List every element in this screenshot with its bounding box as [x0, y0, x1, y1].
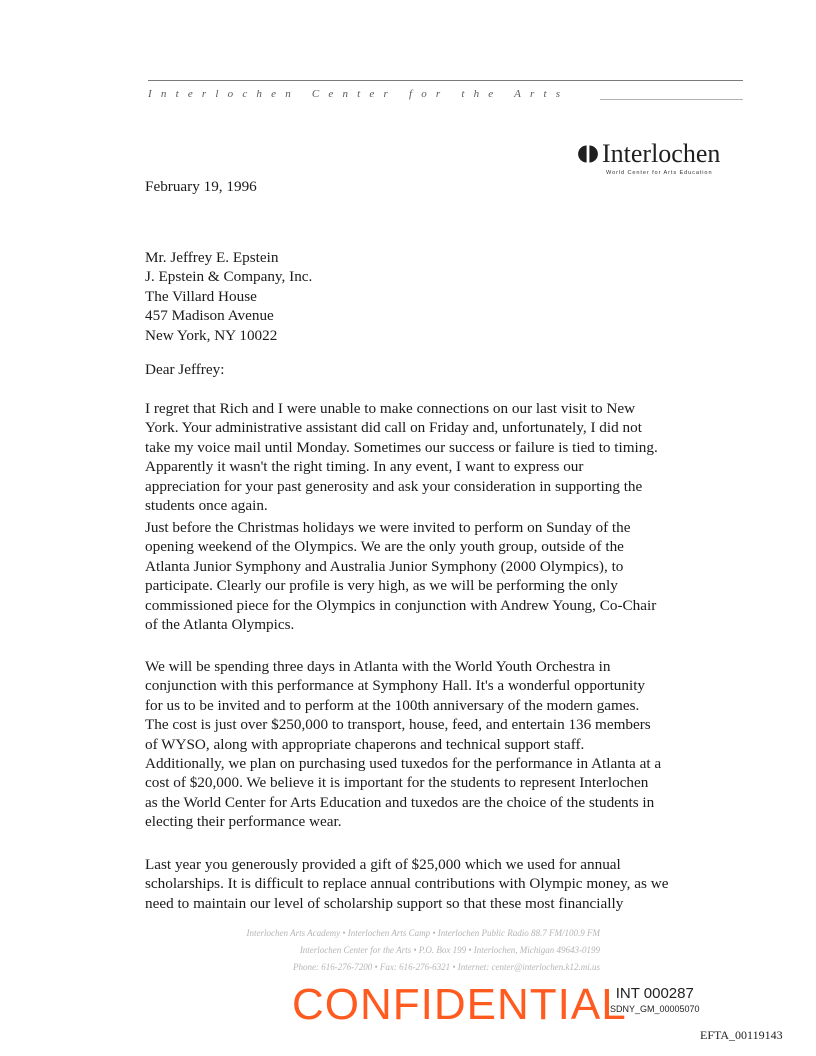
text-line: scholarships. It is difficult to replace annual contributions with Olympic money, as we	[145, 875, 669, 893]
text-line: We will be spending three days in Atlanta with the World Youth Orchestra in	[145, 658, 611, 675]
recipient-address	[145, 248, 312, 345]
text-line: as the World Center for Arts Education and tuxedos are the choice of the students in	[145, 793, 655, 811]
address-line: 457 Madison Avenue	[145, 307, 274, 325]
salutation: Dear Jeffrey:	[145, 361, 225, 378]
address-line: The Villard House	[145, 287, 257, 305]
bates-main: INT 000287	[615, 985, 694, 1002]
text-line: Apparently it wasn't the right timing. In any event, I want to express our	[145, 458, 584, 476]
text-line: appreciation for your past generosity and ask your consideration in supporting the	[145, 477, 643, 495]
header-rule-top	[148, 80, 743, 81]
paragraph-2	[145, 518, 765, 634]
footer-line: Interlochen Center for the Arts • P.O. Box 199 • Interlochen, Michigan 49643-0199	[299, 945, 600, 955]
text-line: opening weekend of the Olympics. We are the only youth group, outside of the	[145, 538, 624, 556]
address-line: J. Epstein & Company, Inc.	[145, 268, 313, 286]
header-text: Interlochen Center for the Arts	[148, 88, 570, 100]
text-line: for us to be invited and to perform at the 100th anniversary of the modern games.	[145, 696, 640, 714]
address-line: New York, NY 10022	[145, 326, 278, 344]
footer-line: Interlochen Arts Academy • Interlochen Arts Camp • Interlochen Public Radio 88.7 FM/100.9 FM	[246, 928, 600, 938]
text-line: of WYSO, along with appropriate chaperons and technical support staff.	[145, 735, 585, 753]
text-line: Atlanta Junior Symphony and Australia Junior Symphony (2000 Olympics), to	[145, 557, 624, 575]
confidential-stamp: CONFIDENTIAL	[292, 980, 627, 1029]
text-line: need to maintain our level of scholarship support so that these most financially	[145, 894, 624, 912]
bates-number	[610, 985, 700, 1014]
text-line: electing their performance wear.	[145, 813, 342, 831]
header-rule-bottom	[600, 99, 743, 100]
paragraph-3	[145, 657, 765, 832]
address-line: Mr. Jeffrey E. Epstein	[145, 249, 279, 266]
text-line: cost of $20,000. We believe it is important for the students to represent Interlochen	[145, 774, 649, 792]
text-line: I regret that Rich and I were unable to make connections on our last visit to New	[145, 400, 636, 417]
text-line: students once again.	[145, 497, 268, 515]
letterhead-footer	[160, 925, 600, 976]
logo-name: Interlochen	[602, 139, 721, 168]
paragraph-4	[145, 855, 765, 913]
text-line: York. Your administrative assistant did call on Friday and, unfortunately, I did not	[145, 419, 642, 437]
text-line: of the Atlanta Olympics.	[145, 616, 295, 634]
interlochen-mark-icon	[578, 144, 598, 164]
text-line: commissioned piece for the Olympics in conjunction with Andrew Young, Co-Chair	[145, 596, 657, 614]
text-line: Just before the Christmas holidays we were invited to perform on Sunday of the	[145, 519, 631, 536]
efta-number: EFTA_00119143	[700, 1028, 783, 1042]
text-line: take my voice mail until Monday. Sometimes our success or failure is tied to timing.	[145, 438, 658, 456]
interlochen-logo	[578, 140, 753, 176]
text-line: Last year you generously provided a gift of $25,000 which we used for annual	[145, 856, 621, 873]
text-line: participate. Clearly our profile is very high, as we will be performing the only	[145, 577, 618, 595]
text-line: The cost is just over $250,000 to transport, house, feed, and entertain 136 members	[145, 716, 651, 734]
letter-date: February 19, 1996	[145, 178, 257, 195]
text-line: conjunction with this performance at Symphony Hall. It's a wonderful opportunity	[145, 677, 646, 695]
text-line: Additionally, we plan on purchasing used tuxedos for the performance in Atlanta at a	[145, 755, 662, 773]
footer-line: Phone: 616-276-7200 • Fax: 616-276-6321 • Internet: center@interlochen.k12.mi.us	[292, 962, 600, 972]
bates-sub: SDNY_GM_00005070	[610, 1004, 700, 1014]
paragraph-1	[145, 399, 765, 515]
logo-tagline: World Center for Arts Education	[606, 170, 713, 176]
